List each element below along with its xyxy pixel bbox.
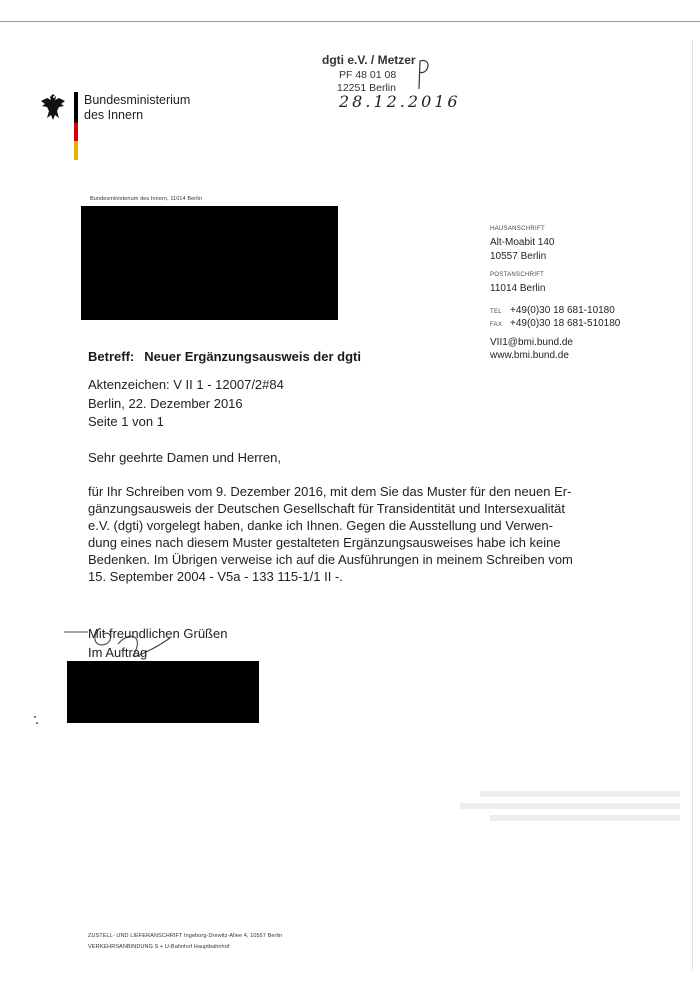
redacted-recipient-address [81,206,338,320]
show-through-text [450,785,680,827]
sender-return-address: Bundesministerium des Innern, 11014 Berlin [90,196,203,202]
footer-delivery-address: ZUSTELL- UND LIEFERANSCHRIFT Ingeborg-Drewitz-Allee 4, 10557 Berlin [88,933,283,939]
telephone-number: +49(0)30 18 681-10180 [510,305,615,316]
handwritten-initial-icon [416,57,432,91]
on-behalf-line: Im Auftrag [88,645,148,660]
fax-label: FAX [490,322,503,328]
footer-transport: VERKEHRSANBINDUNG S + U-Bahnhof Hauptbahnhof [88,944,230,950]
page-indicator: Seite 1 von 1 [88,414,164,429]
scan-edge-line [692,40,693,970]
hausanschrift-street: Alt-Moabit 140 [490,237,555,248]
received-stamp [322,53,461,115]
paragraph-line: dung eines nach diesem Muster gestalteten Ergänzungsausweises habe ich keine [88,535,561,550]
telephone-label: TEL [490,309,502,315]
email-address: VII1@bmi.bund.de [490,337,573,348]
paragraph-line: Bedenken. Im Übrigen verweise ich auf die Ausführungen in meinem Schreiben vom [88,552,573,567]
fax-row [490,318,620,329]
scan-edge-line [0,21,700,22]
scan-speck [34,716,36,718]
subject-line [88,349,361,364]
paragraph-line: 15. September 2004 - V5a - 133 115-1/1 II -. [88,569,343,584]
ministry-name-line2: des Innern [84,108,144,122]
closing-phrase: Mit freundlichen Grüßen [88,626,228,641]
postanschrift-label: POSTANSCHRIFT [490,272,545,278]
paragraph-line: e.V. (dgti) vorgelegt haben, danke ich Ihnen. Gegen die Ausstellung und Verwen- [88,518,553,533]
stamp-city: 12251 Berlin [337,82,396,94]
redacted-signatory [67,661,259,723]
paragraph-line: für Ihr Schreiben vom 9. Dezember 2016, mit dem Sie das Muster für den neuen Er- [88,484,572,499]
letter-paragraph [88,483,608,585]
website-address: www.bmi.bund.de [490,350,569,361]
stamp-handwritten-date: 28.12.2016 [339,92,461,111]
subject-text: Neuer Ergänzungsausweis der dgti [144,349,361,364]
salutation: Sehr geehrte Damen und Herren, [88,450,281,465]
hausanschrift-label: HAUSANSCHRIFT [490,226,545,232]
file-reference: Aktenzeichen: V II 1 - 12007/2#84 [88,377,284,392]
paragraph-line: gänzungsausweis der Deutschen Gesellschaft für Transidentität und Intersexualität [88,501,565,516]
fax-number: +49(0)30 18 681-510180 [510,318,621,329]
telephone-row [490,305,615,316]
ministry-name [84,93,190,123]
subject-label: Betreff: [88,349,135,364]
hausanschrift-city: 10557 Berlin [490,251,547,262]
flag-bar [74,92,78,160]
ministry-name-line1: Bundesministerium [84,93,191,107]
letter-date: Berlin, 22. Dezember 2016 [88,396,243,411]
stamp-organisation: dgti e.V. / Metzer [322,53,416,67]
postanschrift-city: 11014 Berlin [490,283,546,294]
scan-speck [36,722,38,724]
stamp-postbox: PF 48 01 08 [339,69,397,81]
federal-eagle-icon [40,92,66,122]
